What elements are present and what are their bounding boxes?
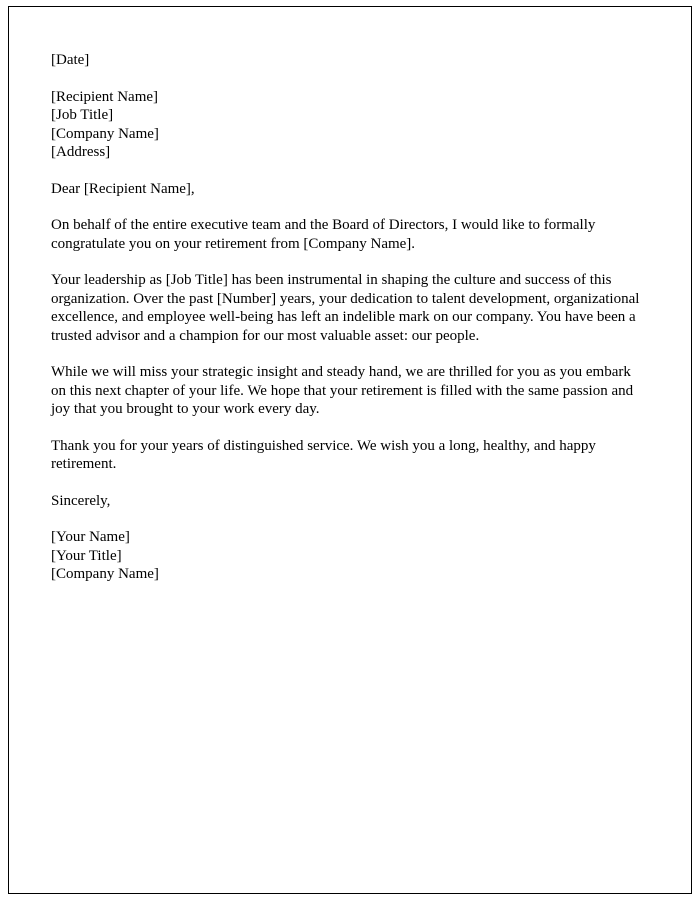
salutation: Dear [Recipient Name], <box>51 180 195 197</box>
sender-company: [Company Name] <box>51 566 159 582</box>
letter-page <box>8 6 692 894</box>
paragraph-1: On behalf of the entire executive team and the Board of Directors, I would like to formally congratulate you on your retirement from [Company Name]. <box>51 217 596 252</box>
signature-block <box>51 528 647 584</box>
date-line: [Date] <box>51 52 90 68</box>
recipient-company: [Company Name] <box>51 125 159 142</box>
sender-name: [Your Name] <box>51 529 130 545</box>
recipient-block <box>51 88 647 162</box>
paragraph-4: Thank you for your years of distinguished service. We wish you a long, healthy, and happy retirement. <box>51 437 596 472</box>
closing: Sincerely, <box>51 492 111 509</box>
letter-body <box>9 7 691 642</box>
recipient-name: [Recipient Name] <box>51 88 159 105</box>
recipient-address: [Address] <box>51 144 111 160</box>
paragraph-2: Your leadership as [Job Title] has been instrumental in shaping the culture and success of this organization. Over the past [Number] years, your dedication to talent development, organizational excellence, and employee well-being has left an indelible mark on our company. You have been a trusted advisor and a champion for our most valuable asset: our people. <box>51 272 640 344</box>
sender-title: [Your Title] <box>51 547 122 564</box>
recipient-job-title: [Job Title] <box>51 107 114 123</box>
paragraph-3: While we will miss your strategic insight and steady hand, we are thrilled for you as you embark on this next chapter of your life. We hope that your retirement is filled with the same passion and joy that you brought to your work every day. <box>51 364 634 417</box>
